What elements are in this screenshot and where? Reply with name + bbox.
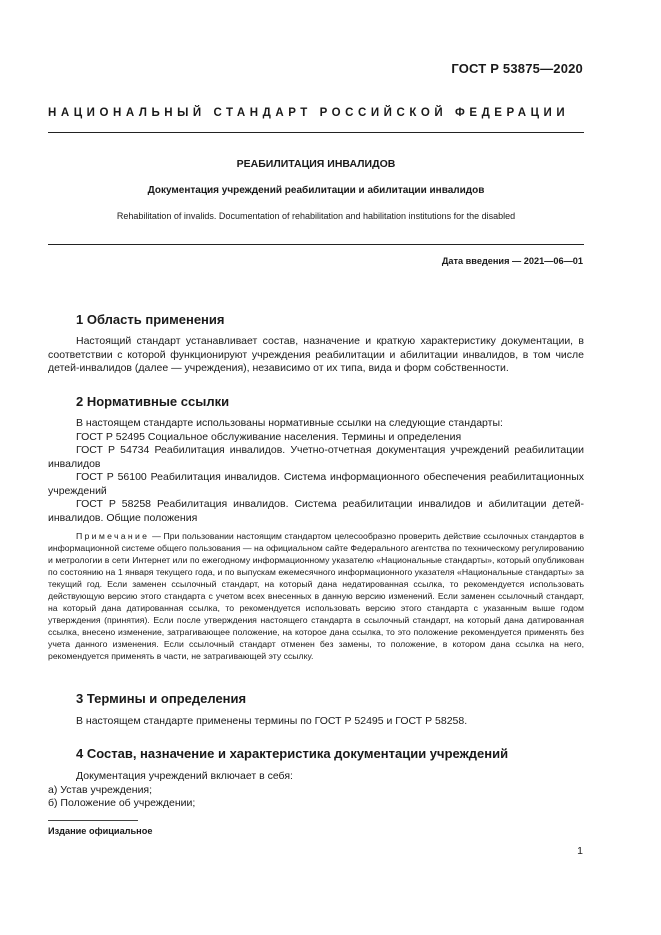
section-3-heading: 3 Термины и определения: [76, 691, 247, 706]
document-subtitle: Документация учреждений реабилитации и абилитации инвалидов: [147, 185, 485, 196]
note-text: — При пользовании настоящим стандартом целесообразно проверить действие ссылочных стандартов в информационной системе общего пользования — на официальном сайте Федерального агентства по техническому регулированию и метрологии в сети Интернет или по ежегодному информационному указателю «Национальные стандарты», который опубликован по состоянию на 1 января текущего года, и по выпускам ежемесячного информационного указателя «Национальные стандарты» за текущий год. Если заменен ссылочный стандарт, на который дана недатированная ссылка, то рекомендуется использовать действующую версию этого стандарта с учетом всех внесенных в данную версию изменений. Если заменен ссылочный стандарт, на который дана датированная ссылка, то рекомендуется использовать версию этого стандарта с указанным выше годом утверждения (принятия). Если после утверждения настоящего стандарта в ссылочный стандарт, на который дана датированная ссылка, внесено изменение, затрагивающее положение, на которое дана ссылка, то это положение рекомендуется применять без учета данного изменения. Если ссылочный стандарт отменен без замены, то положение, в котором дана ссылка на него, рекомендуется применять в части, не затрагивающей эту ссылку.: [48, 531, 584, 661]
national-standard-banner: НАЦИОНАЛЬНЫЙ СТАНДАРТ РОССИЙСКОЙ ФЕДЕРАЦИИ: [48, 107, 570, 119]
reference-item: ГОСТ Р 54734 Реабилитация инвалидов. Учетно-отчетная документация учреждений реабилитации инвалидов: [48, 444, 584, 470]
section-3-paragraph: В настоящем стандарте применены термины по ГОСТ Р 52495 и ГОСТ Р 58258.: [76, 715, 468, 727]
section-4-body: [48, 770, 584, 811]
list-item: б) Положение об учреждении;: [48, 797, 196, 809]
section-2-intro: В настоящем стандарте использованы нормативные ссылки на следующие стандарты:: [76, 417, 503, 429]
section-4-heading: 4 Состав, назначение и характеристика документации учреждений: [76, 746, 509, 761]
standard-number: ГОСТ Р 53875—2020: [451, 61, 583, 76]
reference-item: ГОСТ Р 52495 Социальное обслуживание населения. Термины и определения: [76, 430, 462, 443]
section-3-body: [48, 715, 584, 729]
section-2-body: [48, 417, 584, 525]
reference-item: ГОСТ Р 56100 Реабилитация инвалидов. Система информационного обеспечения реабилитационных учреждений: [48, 471, 584, 497]
section-2-heading: 2 Нормативные ссылки: [76, 394, 230, 409]
section-4-intro: Документация учреждений включает в себя:: [76, 770, 293, 782]
reference-item: ГОСТ Р 58258 Реабилитация инвалидов. Система реабилитации инвалидов и абилитации детей-инвалидов. Общие положения: [48, 498, 584, 524]
introduction-date: Дата введения — 2021—06—01: [441, 256, 583, 266]
official-edition-label: Издание официальное: [48, 826, 153, 836]
document-title: РЕАБИЛИТАЦИЯ ИНВАЛИДОВ: [236, 158, 396, 170]
page-number: 1: [577, 845, 583, 857]
list-item: а) Устав учреждения;: [48, 783, 153, 796]
title-divider: [48, 244, 584, 245]
section-1-heading: 1 Область применения: [76, 312, 225, 327]
note-label: Примечание: [76, 531, 150, 541]
footer-divider: [48, 820, 138, 821]
top-divider: [48, 132, 584, 133]
english-title: Rehabilitation of invalids. Documentation of rehabilitation and habilitation institutions for the disabled: [116, 211, 516, 221]
section-1-paragraph: Настоящий стандарт устанавливает состав, назначение и краткую характеристику документации, в соответствии с которой функционируют учреждения реабилитации и абилитации инвалидов, в том числе детей-инвалидов (далее — учреждения), независимо от их типа, вида и форм собственности.: [48, 335, 584, 374]
section-2-note: [48, 530, 584, 662]
section-1-body: [48, 335, 584, 376]
